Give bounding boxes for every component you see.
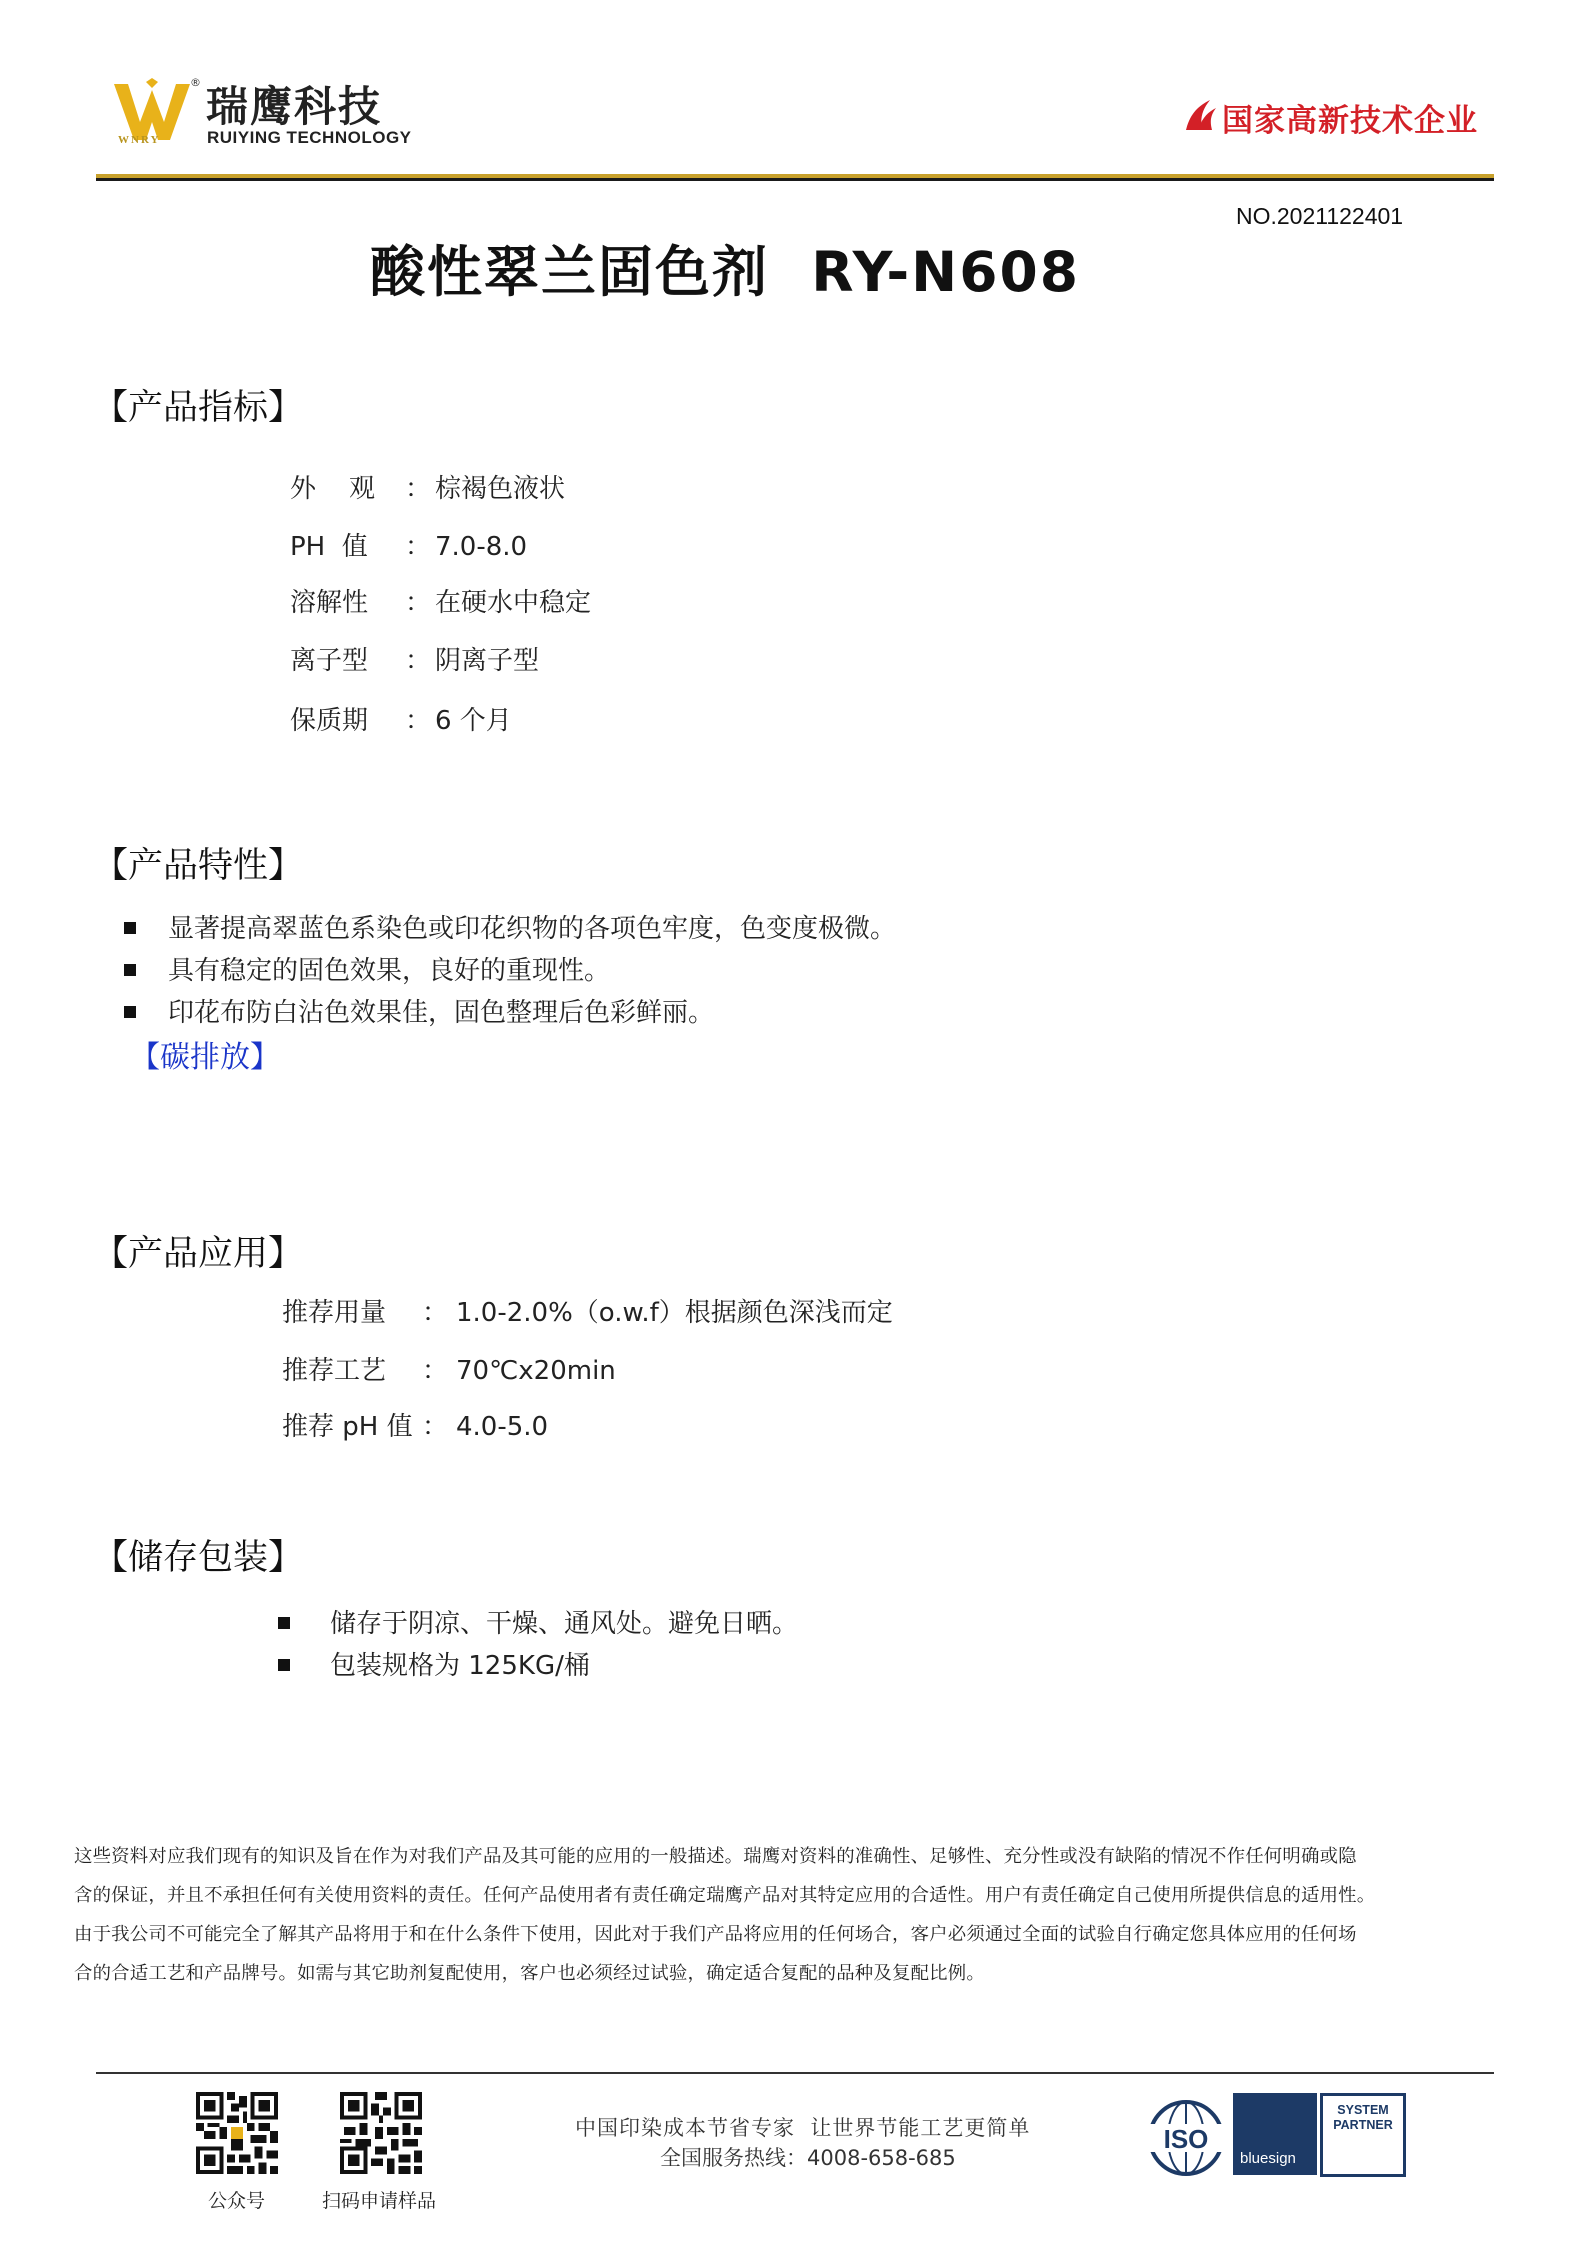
application-label: 推荐用量 bbox=[282, 1298, 387, 1328]
brand-mark-text: WNRY bbox=[118, 134, 161, 146]
bluesign-label: bluesign bbox=[1240, 2150, 1296, 2167]
header-divider-black bbox=[96, 178, 1494, 181]
section-heading-features: 【产品特性】 bbox=[93, 846, 304, 886]
page-title: 酸性翠兰固色剂 RY-N608 bbox=[369, 240, 1081, 304]
list-item bbox=[124, 908, 896, 945]
spec-colon: ： bbox=[405, 646, 432, 676]
disclaimer-line: 由于我公司不可能完全了解其产品将用于和在什么条件下使用，因此对于我们产品将应用的任何场合，客户必须通过全面的试验自行确定您具体应用的任何场 bbox=[74, 1924, 1357, 1945]
disclaimer-line: 这些资料对应我们现有的知识及旨在作为对我们产品及其可能的应用的一般描述。瑞鹰对资料的准确性、足够性、充分性或没有缺陷的情况不作任何明确或隐 bbox=[74, 1846, 1357, 1867]
qr-code-wechat-icon[interactable] bbox=[196, 2092, 278, 2174]
spec-label: 保质期 bbox=[290, 706, 369, 736]
qr-label-wechat: 公众号 bbox=[208, 2190, 266, 2212]
feature-text: 具有稳定的固色效果，良好的重现性。 bbox=[168, 956, 611, 986]
qr-label-sample: 扫码申请样品 bbox=[322, 2190, 437, 2212]
square-bullet-icon bbox=[278, 1617, 290, 1629]
storage-text: 包装规格为 125KG/桶 bbox=[330, 1651, 590, 1681]
spec-value: 6 个月 bbox=[435, 706, 512, 736]
storage-text: 储存于阴凉、干燥、通风处。避免日晒。 bbox=[330, 1609, 799, 1639]
registered-mark: ® bbox=[190, 76, 201, 89]
feature-text: 显著提高翠蓝色系染色或印花织物的各项色牢度，色变度极微。 bbox=[168, 914, 897, 944]
section-heading-specs: 【产品指标】 bbox=[93, 388, 304, 428]
spec-label: PH 值 bbox=[290, 532, 368, 562]
spec-label: 溶解性 bbox=[290, 588, 369, 618]
spec-colon: ： bbox=[405, 532, 432, 562]
spec-row bbox=[290, 582, 591, 619]
square-bullet-icon bbox=[278, 1659, 290, 1671]
spec-value: 棕褐色液状 bbox=[435, 474, 566, 504]
application-value: 4.0-5.0 bbox=[456, 1412, 549, 1442]
list-item bbox=[124, 950, 610, 987]
square-bullet-icon bbox=[124, 922, 136, 934]
qr-code-sample-icon[interactable] bbox=[340, 2092, 422, 2174]
section-heading-storage: 【储存包装】 bbox=[93, 1538, 304, 1578]
application-colon: ： bbox=[422, 1412, 449, 1442]
spec-label: 离子型 bbox=[290, 646, 369, 676]
feature-text: 印花布防白沾色效果佳，固色整理后色彩鲜丽。 bbox=[168, 998, 715, 1028]
hitech-enterprise-icon bbox=[1180, 96, 1220, 136]
system-partner-label: SYSTEM PARTNER bbox=[1333, 2103, 1393, 2132]
application-colon: ： bbox=[422, 1298, 449, 1328]
list-item bbox=[278, 1603, 798, 1640]
disclaimer-line: 含的保证，并且不承担任何有关使用资料的责任。任何产品使用者有责任确定瑞鹰产品对其特定应用的合适性。用户有责任确定自己使用所提供信息的适用性。 bbox=[74, 1885, 1376, 1906]
spec-colon: ： bbox=[405, 474, 432, 504]
document-number: NO.2021122401 bbox=[1236, 203, 1404, 229]
application-row bbox=[282, 1350, 616, 1387]
brand-name-cn: 瑞鹰科技 bbox=[206, 82, 383, 131]
square-bullet-icon bbox=[124, 964, 136, 976]
spec-row bbox=[290, 700, 512, 737]
spec-row bbox=[290, 468, 565, 505]
list-item bbox=[124, 992, 714, 1029]
spec-label: 外 观 bbox=[290, 474, 376, 504]
iso-label: ISO bbox=[1163, 2124, 1209, 2154]
spec-value: 在硬水中稳定 bbox=[435, 588, 592, 618]
spec-row bbox=[290, 526, 527, 563]
application-value: 1.0-2.0%（o.w.f）根据颜色深浅而定 bbox=[456, 1298, 893, 1328]
application-row bbox=[282, 1292, 893, 1329]
brand-name-en: RUIYING TECHNOLOGY bbox=[207, 128, 412, 147]
application-value: 70℃x20min bbox=[456, 1356, 616, 1386]
spec-value: 7.0-8.0 bbox=[435, 532, 528, 562]
spec-value: 阴离子型 bbox=[435, 646, 540, 676]
application-label: 推荐 pH 值 bbox=[282, 1412, 413, 1442]
application-colon: ： bbox=[422, 1356, 449, 1386]
disclaimer-line: 合的合适工艺和产品牌号。如需与其它助剂复配使用，客户也必须经过试验，确定适合复配的品种及复配比例。 bbox=[74, 1963, 985, 1984]
section-heading-application: 【产品应用】 bbox=[93, 1234, 304, 1274]
hitech-enterprise-label: 国家高新技术企业 bbox=[1222, 103, 1478, 139]
spec-row bbox=[290, 640, 539, 677]
iso-certification-icon bbox=[1142, 2098, 1230, 2178]
carbon-emission-link[interactable]: 【碳排放】 bbox=[130, 1040, 280, 1075]
footer-hotline: 全国服务热线：4008-658-685 bbox=[660, 2146, 956, 2170]
spec-colon: ： bbox=[405, 706, 432, 736]
application-label: 推荐工艺 bbox=[282, 1356, 387, 1386]
application-row bbox=[282, 1406, 548, 1443]
footer-slogan: 中国印染成本节省专家 让世界节能工艺更简单 bbox=[575, 2116, 1031, 2140]
spec-colon: ： bbox=[405, 588, 432, 618]
list-item bbox=[278, 1645, 590, 1682]
square-bullet-icon bbox=[124, 1006, 136, 1018]
footer-divider bbox=[96, 2072, 1494, 2074]
